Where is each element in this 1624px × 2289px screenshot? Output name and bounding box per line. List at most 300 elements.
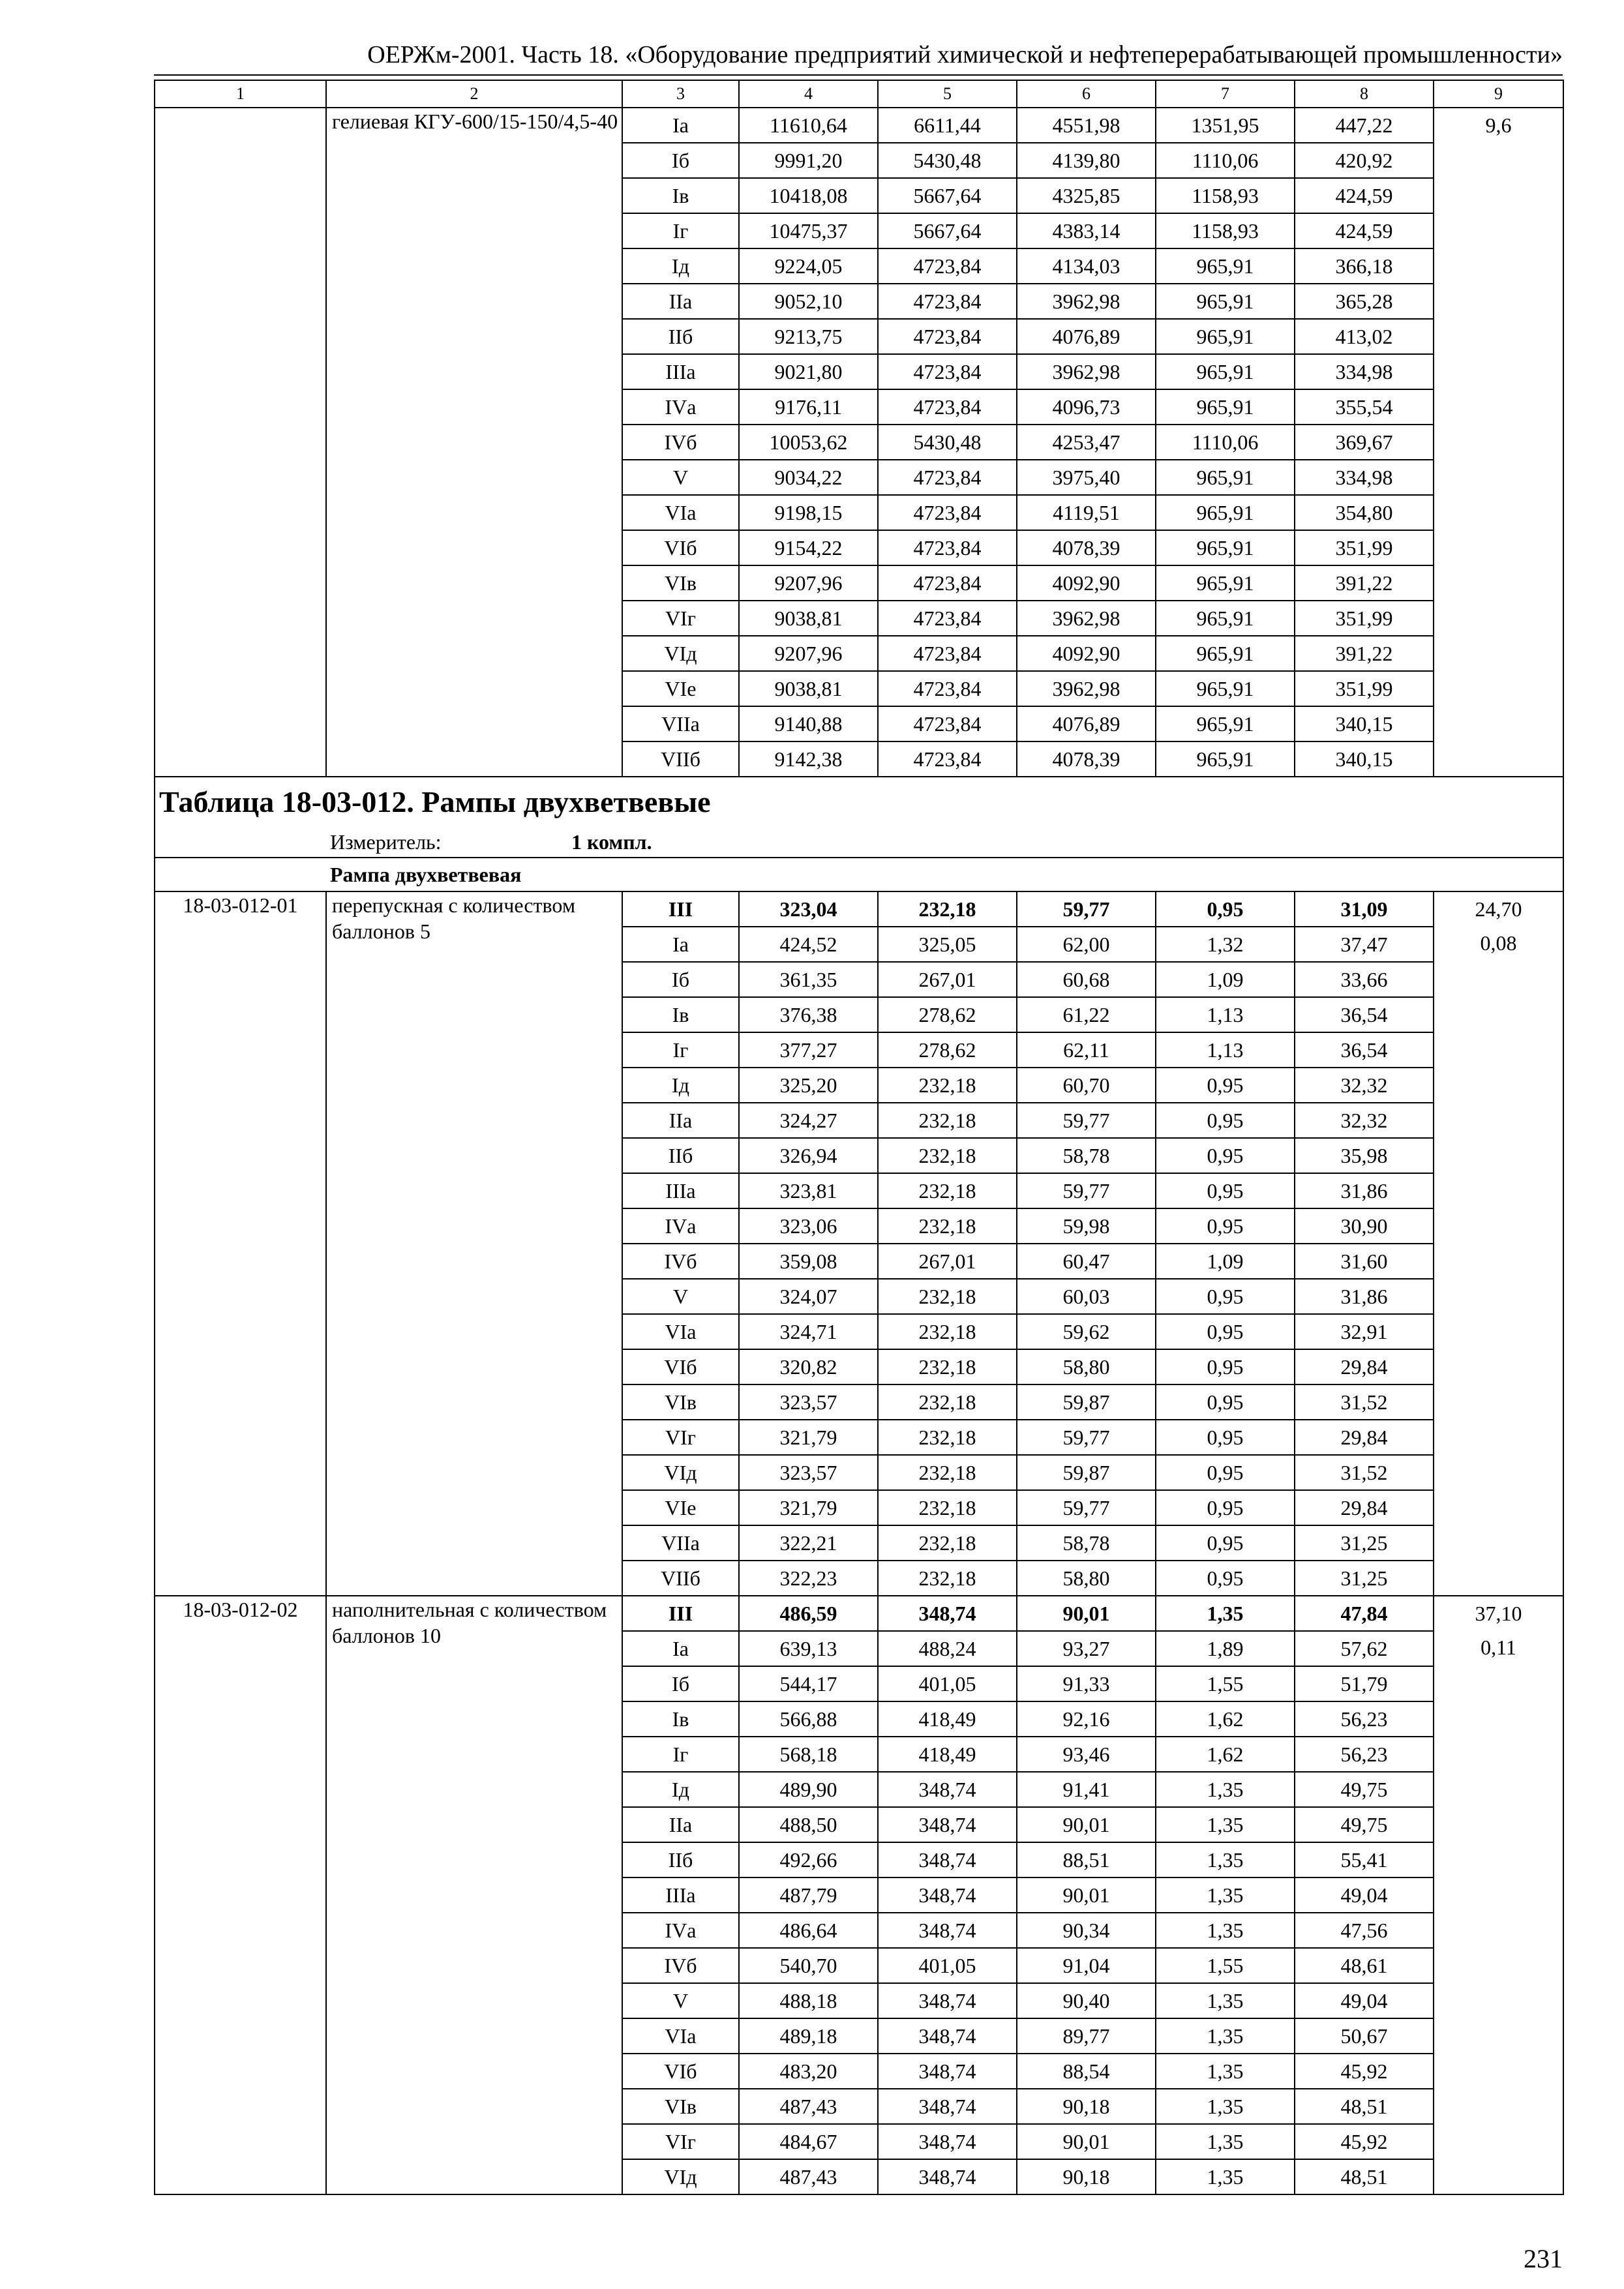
materials-cell: 31,52 bbox=[1295, 1455, 1434, 1490]
total-cost-cell: 10475,37 bbox=[739, 213, 878, 248]
driver-salary-cell: 1,35 bbox=[1156, 2089, 1295, 2124]
page-header: ОЕРЖм-2001. Часть 18. «Оборудование предприятий химической и нефтеперерабатывающей промышленности» bbox=[367, 41, 1563, 68]
machine-cost-cell: 58,78 bbox=[1017, 1138, 1156, 1173]
salary-cell: 232,18 bbox=[878, 1208, 1017, 1244]
total-cost-cell: 487,43 bbox=[739, 2159, 878, 2194]
total-cost-cell: 488,50 bbox=[739, 1807, 878, 1842]
column-number: 4 bbox=[739, 80, 878, 108]
machine-cost-cell: 60,03 bbox=[1017, 1279, 1156, 1314]
driver-salary-cell: 965,91 bbox=[1156, 741, 1295, 777]
salary-cell: 232,18 bbox=[878, 1561, 1017, 1596]
driver-salary-cell: 965,91 bbox=[1156, 706, 1295, 741]
machine-cost-cell: 91,04 bbox=[1017, 1948, 1156, 1983]
zone-cell: VIа bbox=[622, 2018, 739, 2054]
machine-cost-cell: 59,87 bbox=[1017, 1384, 1156, 1420]
total-cost-cell: 568,18 bbox=[739, 1737, 878, 1772]
total-cost-cell: 361,35 bbox=[739, 962, 878, 997]
zone-cell: IIб bbox=[622, 319, 739, 354]
column-number-row bbox=[155, 80, 1563, 108]
zone-cell: Iд bbox=[622, 1068, 739, 1103]
salary-cell: 348,74 bbox=[878, 1807, 1017, 1842]
driver-salary-cell: 1351,95 bbox=[1156, 108, 1295, 143]
total-cost-cell: 9034,22 bbox=[739, 460, 878, 495]
total-cost-cell: 484,67 bbox=[739, 2124, 878, 2159]
total-cost-cell: 489,90 bbox=[739, 1772, 878, 1807]
salary-cell: 267,01 bbox=[878, 1244, 1017, 1279]
materials-cell: 420,92 bbox=[1295, 143, 1434, 178]
materials-cell: 351,99 bbox=[1295, 671, 1434, 706]
zone-cell: Iд bbox=[622, 248, 739, 284]
driver-salary-cell: 0,95 bbox=[1156, 891, 1295, 927]
machine-cost-cell: 92,16 bbox=[1017, 1701, 1156, 1737]
labor-cost-cell bbox=[1434, 891, 1563, 1596]
total-cost-cell: 9140,88 bbox=[739, 706, 878, 741]
driver-salary-cell: 0,95 bbox=[1156, 1279, 1295, 1314]
machine-cost-cell: 58,80 bbox=[1017, 1561, 1156, 1596]
total-cost-cell: 9224,05 bbox=[739, 248, 878, 284]
total-cost-cell: 544,17 bbox=[739, 1666, 878, 1701]
salary-cell: 6611,44 bbox=[878, 108, 1017, 143]
total-cost-cell: 10418,08 bbox=[739, 178, 878, 213]
zone-cell: Iб bbox=[622, 962, 739, 997]
total-cost-cell: 9021,80 bbox=[739, 354, 878, 389]
materials-cell: 32,32 bbox=[1295, 1103, 1434, 1138]
salary-cell: 232,18 bbox=[878, 1384, 1017, 1420]
total-cost-cell: 359,08 bbox=[739, 1244, 878, 1279]
driver-salary-cell: 1,32 bbox=[1156, 927, 1295, 962]
measure-value: 1 компл. bbox=[571, 830, 652, 854]
total-cost-cell: 324,71 bbox=[739, 1314, 878, 1349]
machine-cost-cell: 62,11 bbox=[1017, 1032, 1156, 1068]
total-cost-cell: 321,79 bbox=[739, 1420, 878, 1455]
price-table-wrapper bbox=[154, 80, 1563, 2195]
zone-cell: Iг bbox=[622, 1032, 739, 1068]
total-cost-cell: 323,57 bbox=[739, 1384, 878, 1420]
materials-cell: 49,04 bbox=[1295, 1878, 1434, 1913]
machine-cost-cell: 90,01 bbox=[1017, 2124, 1156, 2159]
machine-cost-cell: 59,98 bbox=[1017, 1208, 1156, 1244]
driver-salary-cell: 0,95 bbox=[1156, 1525, 1295, 1561]
resource-name: гелиевая КГУ-600/15-150/4,5-40 bbox=[326, 108, 622, 777]
zone-cell: Iб bbox=[622, 1666, 739, 1701]
salary-cell: 4723,84 bbox=[878, 636, 1017, 671]
machine-cost-cell: 60,70 bbox=[1017, 1068, 1156, 1103]
total-cost-cell: 323,06 bbox=[739, 1208, 878, 1244]
total-cost-cell: 9154,22 bbox=[739, 530, 878, 565]
salary-cell: 232,18 bbox=[878, 1173, 1017, 1208]
driver-salary-cell: 0,95 bbox=[1156, 1420, 1295, 1455]
zone-cell: Iд bbox=[622, 1772, 739, 1807]
driver-salary-cell: 0,95 bbox=[1156, 1561, 1295, 1596]
salary-cell: 348,74 bbox=[878, 1913, 1017, 1948]
zone-cell: V bbox=[622, 1279, 739, 1314]
total-cost-cell: 323,04 bbox=[739, 891, 878, 927]
materials-cell: 30,90 bbox=[1295, 1208, 1434, 1244]
zone-cell: VIв bbox=[622, 2089, 739, 2124]
labor-cost-value: 9,6 bbox=[1485, 113, 1512, 137]
materials-cell: 48,61 bbox=[1295, 1948, 1434, 1983]
total-cost-cell: 322,23 bbox=[739, 1561, 878, 1596]
zone-cell: IIIа bbox=[622, 1173, 739, 1208]
salary-cell: 4723,84 bbox=[878, 671, 1017, 706]
materials-cell: 45,92 bbox=[1295, 2054, 1434, 2089]
total-cost-cell: 424,52 bbox=[739, 927, 878, 962]
table-row bbox=[155, 108, 1563, 143]
salary-cell: 348,74 bbox=[878, 1596, 1017, 1631]
driver-salary-cell: 1,35 bbox=[1156, 2054, 1295, 2089]
machine-cost-cell: 62,00 bbox=[1017, 927, 1156, 962]
driver-salary-cell: 0,95 bbox=[1156, 1103, 1295, 1138]
total-cost-cell: 323,81 bbox=[739, 1173, 878, 1208]
salary-cell: 4723,84 bbox=[878, 530, 1017, 565]
driver-salary-cell: 965,91 bbox=[1156, 671, 1295, 706]
machine-cost-cell: 61,22 bbox=[1017, 997, 1156, 1032]
driver-salary-cell: 0,95 bbox=[1156, 1138, 1295, 1173]
materials-cell: 31,86 bbox=[1295, 1173, 1434, 1208]
driver-salary-cell: 1,35 bbox=[1156, 1913, 1295, 1948]
resource-name: наполнительная с количеством баллонов 10 bbox=[326, 1596, 622, 2194]
machine-cost-cell: 60,47 bbox=[1017, 1244, 1156, 1279]
total-cost-cell: 9038,81 bbox=[739, 601, 878, 636]
machine-cost-cell: 3962,98 bbox=[1017, 354, 1156, 389]
machine-cost-cell: 60,68 bbox=[1017, 962, 1156, 997]
materials-cell: 31,09 bbox=[1295, 891, 1434, 927]
salary-cell: 232,18 bbox=[878, 1420, 1017, 1455]
driver-salary-cell: 1158,93 bbox=[1156, 178, 1295, 213]
salary-cell: 278,62 bbox=[878, 997, 1017, 1032]
column-number: 2 bbox=[326, 80, 622, 108]
zone-cell: VIа bbox=[622, 495, 739, 530]
column-number: 5 bbox=[878, 80, 1017, 108]
materials-cell: 355,54 bbox=[1295, 389, 1434, 425]
zone-cell: IIб bbox=[622, 1842, 739, 1878]
driver-salary-cell: 1,35 bbox=[1156, 1842, 1295, 1878]
zone-cell: III bbox=[622, 1596, 739, 1631]
materials-cell: 36,54 bbox=[1295, 1032, 1434, 1068]
measure-row bbox=[155, 827, 1563, 858]
column-number: 8 bbox=[1295, 80, 1434, 108]
driver-salary-cell: 0,95 bbox=[1156, 1490, 1295, 1525]
salary-cell: 488,24 bbox=[878, 1631, 1017, 1666]
total-cost-cell: 9176,11 bbox=[739, 389, 878, 425]
total-cost-cell: 487,79 bbox=[739, 1878, 878, 1913]
driver-salary-cell: 1110,06 bbox=[1156, 425, 1295, 460]
total-cost-cell: 377,27 bbox=[739, 1032, 878, 1068]
resource-code: 18-03-012-01 bbox=[155, 891, 326, 1596]
table-row bbox=[155, 891, 1563, 927]
total-cost-cell: 376,38 bbox=[739, 997, 878, 1032]
zone-cell: IVб bbox=[622, 1244, 739, 1279]
total-cost-cell: 489,18 bbox=[739, 2018, 878, 2054]
zone-cell: VIIа bbox=[622, 706, 739, 741]
salary-cell: 4723,84 bbox=[878, 741, 1017, 777]
table-title: Таблица 18-03-012. Рампы двухветвевые bbox=[155, 777, 1563, 827]
machine-cost-cell: 90,40 bbox=[1017, 1983, 1156, 2018]
salary-cell: 4723,84 bbox=[878, 354, 1017, 389]
materials-cell: 45,92 bbox=[1295, 2124, 1434, 2159]
zone-cell: IIIа bbox=[622, 354, 739, 389]
labor-cost-value: 0,08 bbox=[1480, 931, 1517, 955]
zone-cell: Ia bbox=[622, 108, 739, 143]
driver-salary-cell: 1,35 bbox=[1156, 2124, 1295, 2159]
column-number: 3 bbox=[622, 80, 739, 108]
materials-cell: 56,23 bbox=[1295, 1701, 1434, 1737]
machine-cost-cell: 58,80 bbox=[1017, 1349, 1156, 1384]
total-cost-cell: 540,70 bbox=[739, 1948, 878, 1983]
total-cost-cell: 487,43 bbox=[739, 2089, 878, 2124]
salary-cell: 348,74 bbox=[878, 1772, 1017, 1807]
materials-cell: 354,80 bbox=[1295, 495, 1434, 530]
salary-cell: 232,18 bbox=[878, 1525, 1017, 1561]
materials-cell: 37,47 bbox=[1295, 927, 1434, 962]
materials-cell: 49,75 bbox=[1295, 1807, 1434, 1842]
materials-cell: 48,51 bbox=[1295, 2159, 1434, 2194]
machine-cost-cell: 90,01 bbox=[1017, 1596, 1156, 1631]
labor-cost-value: 0,11 bbox=[1481, 1636, 1516, 1659]
materials-cell: 334,98 bbox=[1295, 354, 1434, 389]
column-number: 7 bbox=[1156, 80, 1295, 108]
machine-cost-cell: 89,77 bbox=[1017, 2018, 1156, 2054]
driver-salary-cell: 965,91 bbox=[1156, 284, 1295, 319]
machine-cost-cell: 3975,40 bbox=[1017, 460, 1156, 495]
driver-salary-cell: 1,13 bbox=[1156, 997, 1295, 1032]
materials-cell: 31,25 bbox=[1295, 1525, 1434, 1561]
machine-cost-cell: 4096,73 bbox=[1017, 389, 1156, 425]
total-cost-cell: 492,66 bbox=[739, 1842, 878, 1878]
salary-cell: 348,74 bbox=[878, 2089, 1017, 2124]
column-number: 9 bbox=[1434, 80, 1563, 108]
zone-cell: VIд bbox=[622, 636, 739, 671]
driver-salary-cell: 1110,06 bbox=[1156, 143, 1295, 178]
driver-salary-cell: 965,91 bbox=[1156, 354, 1295, 389]
driver-salary-cell: 965,91 bbox=[1156, 319, 1295, 354]
salary-cell: 418,49 bbox=[878, 1737, 1017, 1772]
materials-cell: 48,51 bbox=[1295, 2089, 1434, 2124]
materials-cell: 424,59 bbox=[1295, 178, 1434, 213]
machine-cost-cell: 91,33 bbox=[1017, 1666, 1156, 1701]
zone-cell: IVб bbox=[622, 1948, 739, 1983]
materials-cell: 33,66 bbox=[1295, 962, 1434, 997]
machine-cost-cell: 3962,98 bbox=[1017, 601, 1156, 636]
salary-cell: 4723,84 bbox=[878, 248, 1017, 284]
measure-label: Измеритель: bbox=[330, 830, 442, 854]
materials-cell: 32,91 bbox=[1295, 1314, 1434, 1349]
salary-cell: 232,18 bbox=[878, 891, 1017, 927]
machine-cost-cell: 59,62 bbox=[1017, 1314, 1156, 1349]
total-cost-cell: 322,21 bbox=[739, 1525, 878, 1561]
materials-cell: 29,84 bbox=[1295, 1349, 1434, 1384]
zone-cell: VIе bbox=[622, 1490, 739, 1525]
materials-cell: 51,79 bbox=[1295, 1666, 1434, 1701]
zone-cell: VIв bbox=[622, 1384, 739, 1420]
machine-cost-cell: 3962,98 bbox=[1017, 671, 1156, 706]
total-cost-cell: 483,20 bbox=[739, 2054, 878, 2089]
materials-cell: 29,84 bbox=[1295, 1420, 1434, 1455]
driver-salary-cell: 965,91 bbox=[1156, 565, 1295, 601]
group-title-row bbox=[155, 858, 1563, 891]
machine-cost-cell: 59,77 bbox=[1017, 1490, 1156, 1525]
measure bbox=[155, 827, 1563, 858]
price-table-body bbox=[155, 80, 1563, 2194]
zone-cell: VIIб bbox=[622, 741, 739, 777]
salary-cell: 4723,84 bbox=[878, 460, 1017, 495]
materials-cell: 351,99 bbox=[1295, 530, 1434, 565]
materials-cell: 31,86 bbox=[1295, 1279, 1434, 1314]
total-cost-cell: 320,82 bbox=[739, 1349, 878, 1384]
machine-cost-cell: 4325,85 bbox=[1017, 178, 1156, 213]
salary-cell: 4723,84 bbox=[878, 565, 1017, 601]
driver-salary-cell: 0,95 bbox=[1156, 1068, 1295, 1103]
salary-cell: 348,74 bbox=[878, 2124, 1017, 2159]
total-cost-cell: 321,79 bbox=[739, 1490, 878, 1525]
materials-cell: 413,02 bbox=[1295, 319, 1434, 354]
total-cost-cell: 325,20 bbox=[739, 1068, 878, 1103]
driver-salary-cell: 965,91 bbox=[1156, 601, 1295, 636]
driver-salary-cell: 1,55 bbox=[1156, 1948, 1295, 1983]
machine-cost-cell: 58,78 bbox=[1017, 1525, 1156, 1561]
zone-cell: Ia bbox=[622, 1631, 739, 1666]
zone-cell: IVб bbox=[622, 425, 739, 460]
total-cost-cell: 639,13 bbox=[739, 1631, 878, 1666]
driver-salary-cell: 1,35 bbox=[1156, 1878, 1295, 1913]
total-cost-cell: 488,18 bbox=[739, 1983, 878, 2018]
salary-cell: 4723,84 bbox=[878, 284, 1017, 319]
machine-cost-cell: 90,18 bbox=[1017, 2159, 1156, 2194]
materials-cell: 351,99 bbox=[1295, 601, 1434, 636]
zone-cell: VIб bbox=[622, 530, 739, 565]
zone-cell: V bbox=[622, 460, 739, 495]
machine-cost-cell: 4551,98 bbox=[1017, 108, 1156, 143]
salary-cell: 4723,84 bbox=[878, 389, 1017, 425]
driver-salary-cell: 1,55 bbox=[1156, 1666, 1295, 1701]
materials-cell: 31,52 bbox=[1295, 1384, 1434, 1420]
zone-cell: IVа bbox=[622, 389, 739, 425]
salary-cell: 401,05 bbox=[878, 1666, 1017, 1701]
resource-code: 18-03-012-02 bbox=[155, 1596, 326, 2194]
driver-salary-cell: 1,35 bbox=[1156, 1596, 1295, 1631]
salary-cell: 5430,48 bbox=[878, 143, 1017, 178]
zone-cell: IIа bbox=[622, 1103, 739, 1138]
driver-salary-cell: 1,89 bbox=[1156, 1631, 1295, 1666]
zone-cell: Iг bbox=[622, 213, 739, 248]
materials-cell: 32,32 bbox=[1295, 1068, 1434, 1103]
driver-salary-cell: 1,35 bbox=[1156, 2018, 1295, 2054]
labor-cost-value: 24,70 bbox=[1475, 897, 1522, 921]
driver-salary-cell: 965,91 bbox=[1156, 495, 1295, 530]
total-cost-cell: 486,59 bbox=[739, 1596, 878, 1631]
driver-salary-cell: 0,95 bbox=[1156, 1384, 1295, 1420]
materials-cell: 369,67 bbox=[1295, 425, 1434, 460]
machine-cost-cell: 59,77 bbox=[1017, 1103, 1156, 1138]
total-cost-cell: 486,64 bbox=[739, 1913, 878, 1948]
driver-salary-cell: 1158,93 bbox=[1156, 213, 1295, 248]
materials-cell: 56,23 bbox=[1295, 1737, 1434, 1772]
total-cost-cell: 9213,75 bbox=[739, 319, 878, 354]
salary-cell: 232,18 bbox=[878, 1279, 1017, 1314]
driver-salary-cell: 1,13 bbox=[1156, 1032, 1295, 1068]
zone-cell: Iб bbox=[622, 143, 739, 178]
machine-cost-cell: 4139,80 bbox=[1017, 143, 1156, 178]
machine-cost-cell: 4092,90 bbox=[1017, 565, 1156, 601]
zone-cell: VIIб bbox=[622, 1561, 739, 1596]
total-cost-cell: 566,88 bbox=[739, 1701, 878, 1737]
driver-salary-cell: 0,95 bbox=[1156, 1349, 1295, 1384]
total-cost-cell: 9038,81 bbox=[739, 671, 878, 706]
materials-cell: 424,59 bbox=[1295, 213, 1434, 248]
machine-cost-cell: 4078,39 bbox=[1017, 530, 1156, 565]
driver-salary-cell: 1,09 bbox=[1156, 962, 1295, 997]
materials-cell: 55,41 bbox=[1295, 1842, 1434, 1878]
driver-salary-cell: 1,35 bbox=[1156, 2159, 1295, 2194]
materials-cell: 31,25 bbox=[1295, 1561, 1434, 1596]
driver-salary-cell: 965,91 bbox=[1156, 636, 1295, 671]
driver-salary-cell: 0,95 bbox=[1156, 1314, 1295, 1349]
salary-cell: 401,05 bbox=[878, 1948, 1017, 1983]
total-cost-cell: 9207,96 bbox=[739, 636, 878, 671]
zone-cell: VIд bbox=[622, 2159, 739, 2194]
salary-cell: 348,74 bbox=[878, 2018, 1017, 2054]
zone-cell: VIг bbox=[622, 601, 739, 636]
salary-cell: 325,05 bbox=[878, 927, 1017, 962]
machine-cost-cell: 59,77 bbox=[1017, 1173, 1156, 1208]
table-row bbox=[155, 1596, 1563, 1631]
machine-cost-cell: 88,54 bbox=[1017, 2054, 1156, 2089]
zone-cell: Iг bbox=[622, 1737, 739, 1772]
materials-cell: 36,54 bbox=[1295, 997, 1434, 1032]
machine-cost-cell: 91,41 bbox=[1017, 1772, 1156, 1807]
column-number: 1 bbox=[155, 80, 326, 108]
materials-cell: 35,98 bbox=[1295, 1138, 1434, 1173]
salary-cell: 5667,64 bbox=[878, 213, 1017, 248]
driver-salary-cell: 965,91 bbox=[1156, 530, 1295, 565]
zone-cell: IIб bbox=[622, 1138, 739, 1173]
machine-cost-cell: 59,87 bbox=[1017, 1455, 1156, 1490]
materials-cell: 47,56 bbox=[1295, 1913, 1434, 1948]
driver-salary-cell: 1,62 bbox=[1156, 1701, 1295, 1737]
machine-cost-cell: 93,27 bbox=[1017, 1631, 1156, 1666]
zone-cell: IIа bbox=[622, 1807, 739, 1842]
machine-cost-cell: 59,77 bbox=[1017, 891, 1156, 927]
zone-cell: Ia bbox=[622, 927, 739, 962]
total-cost-cell: 9052,10 bbox=[739, 284, 878, 319]
total-cost-cell: 324,07 bbox=[739, 1279, 878, 1314]
driver-salary-cell: 1,35 bbox=[1156, 1807, 1295, 1842]
machine-cost-cell: 90,01 bbox=[1017, 1807, 1156, 1842]
zone-cell: Iв bbox=[622, 178, 739, 213]
total-cost-cell: 11610,64 bbox=[739, 108, 878, 143]
total-cost-cell: 324,27 bbox=[739, 1103, 878, 1138]
zone-cell: VIIа bbox=[622, 1525, 739, 1561]
salary-cell: 232,18 bbox=[878, 1103, 1017, 1138]
driver-salary-cell: 1,35 bbox=[1156, 1983, 1295, 2018]
machine-cost-cell: 4078,39 bbox=[1017, 741, 1156, 777]
driver-salary-cell: 965,91 bbox=[1156, 460, 1295, 495]
salary-cell: 5667,64 bbox=[878, 178, 1017, 213]
header-rule bbox=[154, 74, 1563, 76]
group-title: Рампа двухветвевая bbox=[155, 858, 1563, 891]
salary-cell: 418,49 bbox=[878, 1701, 1017, 1737]
machine-cost-cell: 4092,90 bbox=[1017, 636, 1156, 671]
salary-cell: 4723,84 bbox=[878, 706, 1017, 741]
materials-cell: 391,22 bbox=[1295, 636, 1434, 671]
driver-salary-cell: 1,35 bbox=[1156, 1772, 1295, 1807]
machine-cost-cell: 88,51 bbox=[1017, 1842, 1156, 1878]
machine-cost-cell: 59,77 bbox=[1017, 1420, 1156, 1455]
column-number: 6 bbox=[1017, 80, 1156, 108]
driver-salary-cell: 0,95 bbox=[1156, 1173, 1295, 1208]
total-cost-cell: 10053,62 bbox=[739, 425, 878, 460]
salary-cell: 5430,48 bbox=[878, 425, 1017, 460]
